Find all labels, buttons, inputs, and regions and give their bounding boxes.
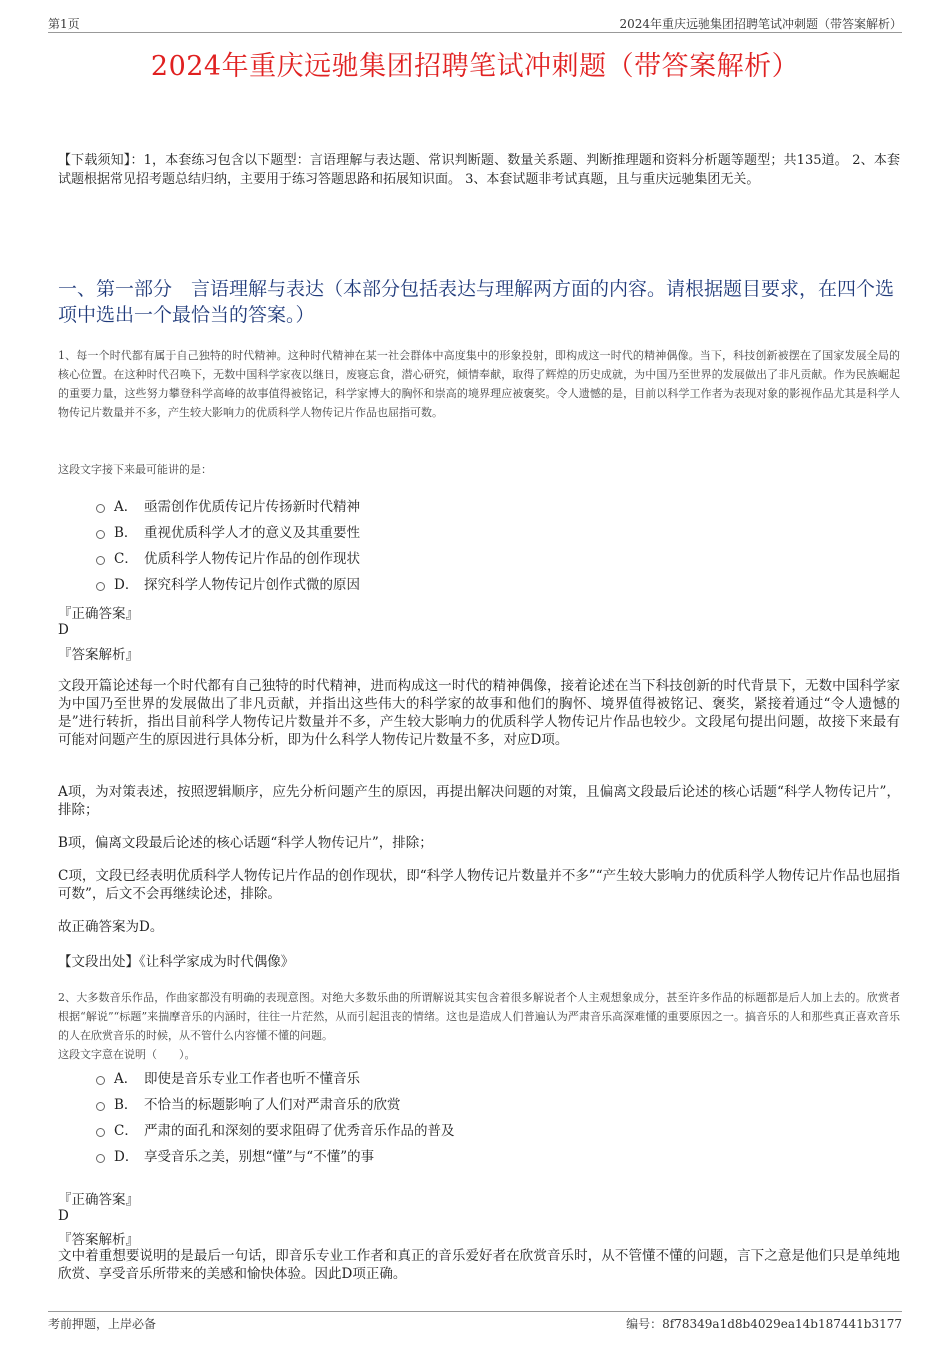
option-text: 严肃的面孔和深刻的要求阻碍了优秀音乐作品的普及 xyxy=(144,1123,455,1139)
option-letter: B． xyxy=(114,1097,138,1113)
analysis-paragraph: A项，为对策表述，按照逻辑顺序，应先分析问题产生的原因，再提出解决问题的对策，且偏离文段最后论述的核心话题“科学人物传记片”，排除； xyxy=(58,784,900,818)
option-letter: A． xyxy=(114,499,138,515)
page-footer xyxy=(48,1311,902,1331)
option-text: 不恰当的标题影响了人们对严肃音乐的欣赏 xyxy=(144,1097,401,1113)
analysis-paragraph: 文中着重想要说明的是最后一句话，即音乐专业工作者和真正的音乐爱好者在欣赏音乐时，从不管懂不懂的问题，言下之意是他们只是单纯地欣赏、享受音乐所带来的美感和愉快体验。因此D项正确。 xyxy=(58,1248,900,1282)
radio-icon[interactable] xyxy=(96,1076,105,1085)
radio-icon[interactable] xyxy=(96,582,105,591)
running-title: 2024年重庆远驰集团招聘笔试冲刺题（带答案解析） xyxy=(619,17,902,31)
answer-value: D xyxy=(58,622,69,638)
option-letter: D． xyxy=(114,1149,139,1165)
analysis-paragraph: C项，文段已经表明优质科学人物传记片作品的创作现状，即“科学人物传记片数量并不多”“产生较大影响力的优质科学人物传记片作品也屈指可数”，后文不会再继续论述，排除。 xyxy=(58,868,900,902)
radio-icon[interactable] xyxy=(96,1102,105,1111)
radio-icon[interactable] xyxy=(96,1128,105,1137)
analysis-conclusion: 故正确答案为D。 xyxy=(58,919,164,935)
answer-label: 『正确答案』 xyxy=(58,1192,139,1208)
document-title: 2024年重庆远驰集团招聘笔试冲刺题（带答案解析） xyxy=(150,51,800,82)
answer-label: 『正确答案』 xyxy=(58,606,139,622)
option-text: 亟需创作优质传记片传扬新时代精神 xyxy=(144,499,360,515)
radio-icon[interactable] xyxy=(96,530,105,539)
document-id: 编号：8f78349a1d8b4029ea14b187441b3177 xyxy=(626,1317,902,1331)
radio-icon[interactable] xyxy=(96,1154,105,1163)
option-letter: D． xyxy=(114,577,139,593)
question-1-ask: 这段文字接下来最可能讲的是： xyxy=(58,463,212,476)
option-text: 探究科学人物传记片创作式微的原因 xyxy=(144,577,360,593)
option-letter: C． xyxy=(114,1123,138,1139)
question-2-ask: 这段文字意在说明（ ）。 xyxy=(58,1048,196,1061)
option-text: 优质科学人物传记片作品的创作现状 xyxy=(144,551,360,567)
page-header xyxy=(48,14,902,33)
option-letter: C． xyxy=(114,551,138,567)
radio-icon[interactable] xyxy=(96,504,105,513)
page-number: 第1页 xyxy=(48,17,80,31)
answer-value: D xyxy=(58,1208,69,1224)
option-text: 享受音乐之美，别想“懂”与“不懂”的事 xyxy=(144,1149,375,1165)
question-2-stem: 2、大多数音乐作品，作曲家都没有明确的表现意图。对绝大多数乐曲的所谓解说其实包含着很多解说者个人主观想象成分，甚至许多作品的标题都是后人加上去的。欣赏者根据“解说”“标题”来揣摩音乐的内涵时，往往一片茫然，从而引起沮丧的情绪。这也是造成人们普遍认为严肃音乐高深难懂的重要原因之一。搞音乐的人和那些真正喜欢音乐的人在欣赏音乐的时候，从不管什么内容懂不懂的问题。 xyxy=(58,991,900,1042)
analysis-paragraph: B项，偏离文段最后论述的核心话题“科学人物传记片”，排除； xyxy=(58,835,433,851)
option-letter: A． xyxy=(114,1071,138,1087)
download-notice: 【下载须知】：1，本套练习包含以下题型：言语理解与表达题、常识判断题、数量关系题、判断推理题和资料分析题等题型；共135道。 2、本套试题根据常见招考题总结归纳，主要用于练习答题思路和拓展知识面。 3、本套试题非考试真题，且与重庆远驰集团无关。 xyxy=(58,153,900,187)
source-citation: 【文段出处】《让科学家成为时代偶像》 xyxy=(58,954,295,970)
analysis-label: 『答案解析』 xyxy=(58,1232,139,1248)
option-text: 重视优质科学人才的意义及其重要性 xyxy=(144,525,360,541)
footer-slogan: 考前押题，上岸必备 xyxy=(48,1317,157,1331)
section-title: 一、第一部分 言语理解与表达（本部分包括表达与理解两方面的内容。请根据题目要求，在四个选项中选出一个最恰当的答案。） xyxy=(58,278,895,326)
analysis-label: 『答案解析』 xyxy=(58,647,139,663)
question-1-stem: 1、每一个时代都有属于自己独特的时代精神。这种时代精神在某一社会群体中高度集中的形象投射，即构成这一时代的精神偶像。当下，科技创新被摆在了国家发展全局的核心位置。在这种时代召唤下，无数中国科学家夜以继日，废寝忘食，潜心研究，倾情奉献，取得了辉煌的历史成就，为中国乃至世界的发展做出了非凡贡献。作为民族崛起的重要力量，这些努力攀登科学高峰的故事值得被铭记，科学家博大的胸怀和崇高的境界理应被褒奖。令人遗憾的是，目前以科学工作者为表现对象的影视作品尤其是科学人物传记片数量并不多，产生较大影响力的优质科学人物传记片作品也屈指可数。 xyxy=(58,349,900,419)
option-letter: B． xyxy=(114,525,138,541)
radio-icon[interactable] xyxy=(96,556,105,565)
option-text: 即使是音乐专业工作者也听不懂音乐 xyxy=(144,1071,360,1087)
analysis-paragraph: 文段开篇论述每一个时代都有自己独特的时代精神，进而构成这一时代的精神偶像，接着论述在当下科技创新的时代背景下，无数中国科学家为中国乃至世界的发展做出了非凡贡献，并指出这些伟大的科学家的故事和他们的胸怀、境界值得被铭记、褒奖，紧接着通过“令人遗憾的是”进行转折，指出目前科学人物传记片数量并不多，产生较大影响力的优质科学人物传记片作品也较少。文段尾句提出问题，故接下来最有可能对问题产生的原因进行具体分析，即为什么科学人物传记片数量不多，对应D项。 xyxy=(58,678,900,748)
